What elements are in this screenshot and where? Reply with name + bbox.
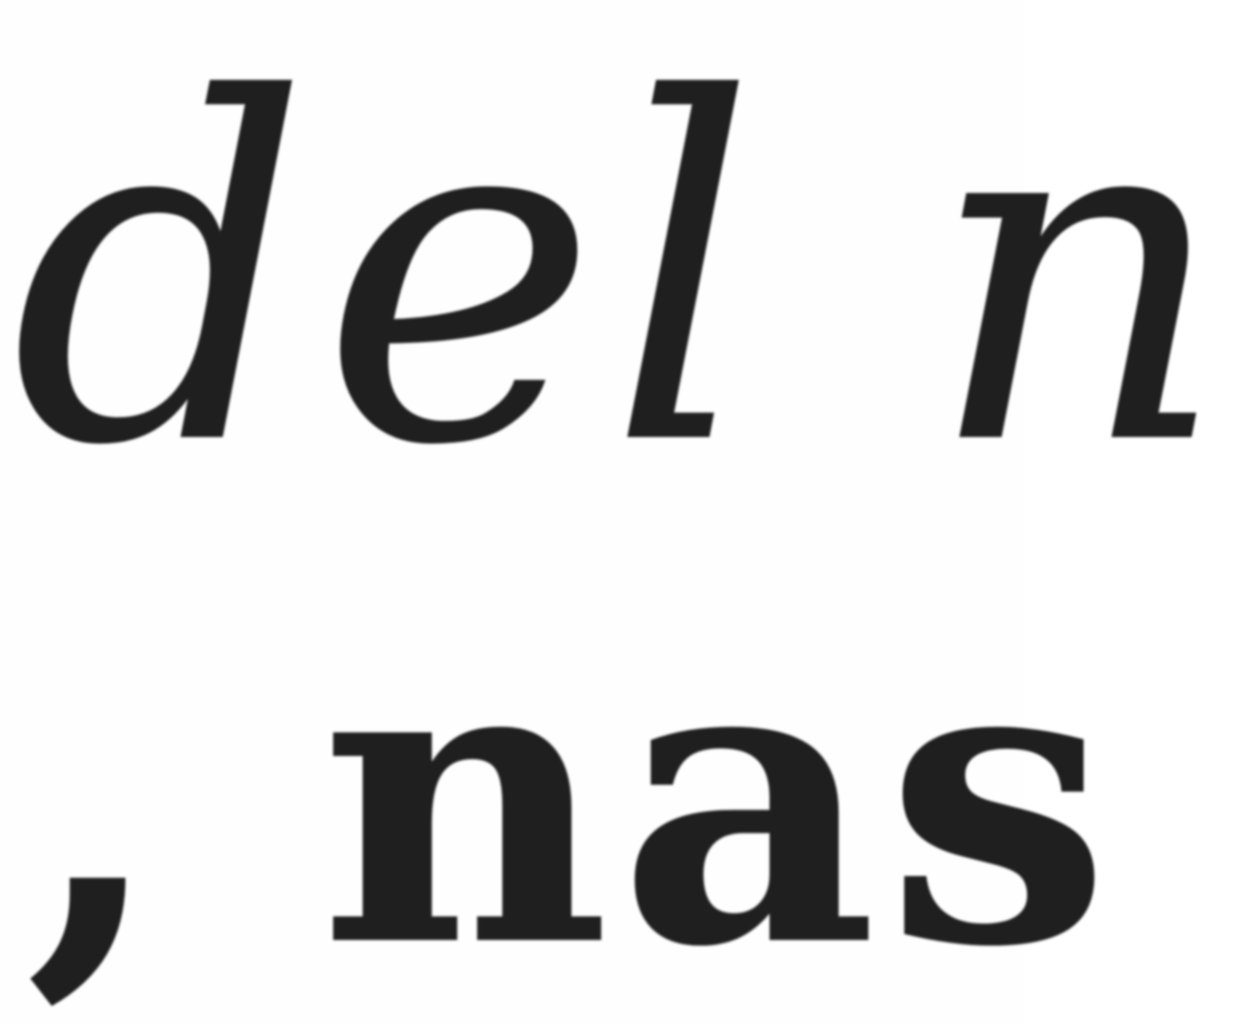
text-line-bottom: , nas	[25, 565, 1119, 1035]
text-line-top: del n	[10, 1, 1238, 548]
